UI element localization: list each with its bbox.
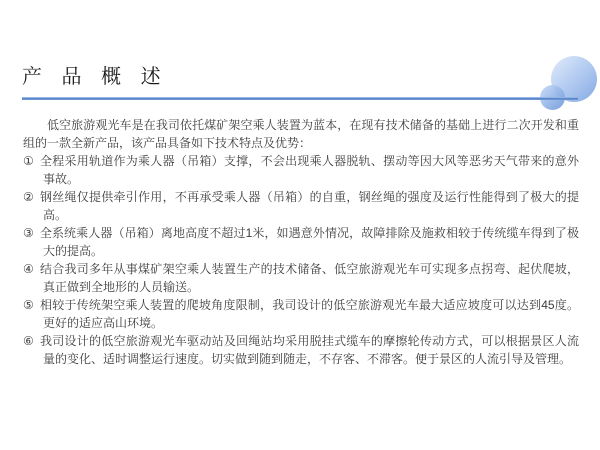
feature-marker: ④ (23, 262, 35, 276)
feature-text: 结合我司多年从事煤矿架空乘人装置生产的技术储备、低空旅游观光车可实现多点拐弯、起伏爬坡，真正做到全地形的人员输送。 (40, 262, 579, 294)
feature-marker: ① (23, 154, 35, 168)
page-title: 产 品 概 述 (22, 66, 168, 88)
feature-marker: ⑤ (23, 298, 34, 312)
feature-marker: ③ (23, 226, 34, 240)
feature-list (23, 152, 579, 368)
intro-paragraph: 低空旅游观光车是在我司依托煤矿架空乘人装置为蓝本，在现有技术储备的基础上进行二次开发和重组的一款全新产品，该产品具备如下技术特点及优势： (23, 118, 579, 150)
feature-text: 全程采用轨道作为乘人器（吊箱）支撑，不会出现乘人器脱轨、摆动等因大风等恶劣天气带来的意外事故。 (40, 154, 579, 186)
feature-item (23, 296, 579, 332)
body-text (23, 116, 579, 368)
feature-text: 钢丝绳仅提供牵引作用，不再承受乘人器（吊箱）的自重，钢丝绳的强度及运行性能得到了极大的提高。 (40, 190, 579, 222)
feature-item (23, 224, 579, 260)
feature-text: 相较于传统架空乘人装置的爬坡角度限制，我司设计的低空旅游观光车最大适应坡度可以达到45度。更好的适应高山环境。 (39, 298, 579, 330)
feature-marker: ⑥ (23, 334, 35, 348)
feature-text: 我司设计的低空旅游观光车驱动站及回绳站均采用脱挂式缆车的摩擦轮传动方式，可以根据景区人流量的变化、适时调整运行速度。切实做到随到随走，不存客、不滞客。便于景区的人流引导及管理。 (40, 334, 579, 366)
title-underline (22, 97, 578, 100)
feature-text: 全系统乘人器（吊箱）离地高度不超过1米，如遇意外情况，故障排除及施救相较于传统缆车得到了极大的提高。 (39, 226, 579, 258)
feature-item (23, 260, 579, 296)
feature-item (23, 188, 579, 224)
feature-item (23, 152, 579, 188)
feature-item (23, 332, 579, 368)
feature-marker: ② (23, 190, 35, 204)
